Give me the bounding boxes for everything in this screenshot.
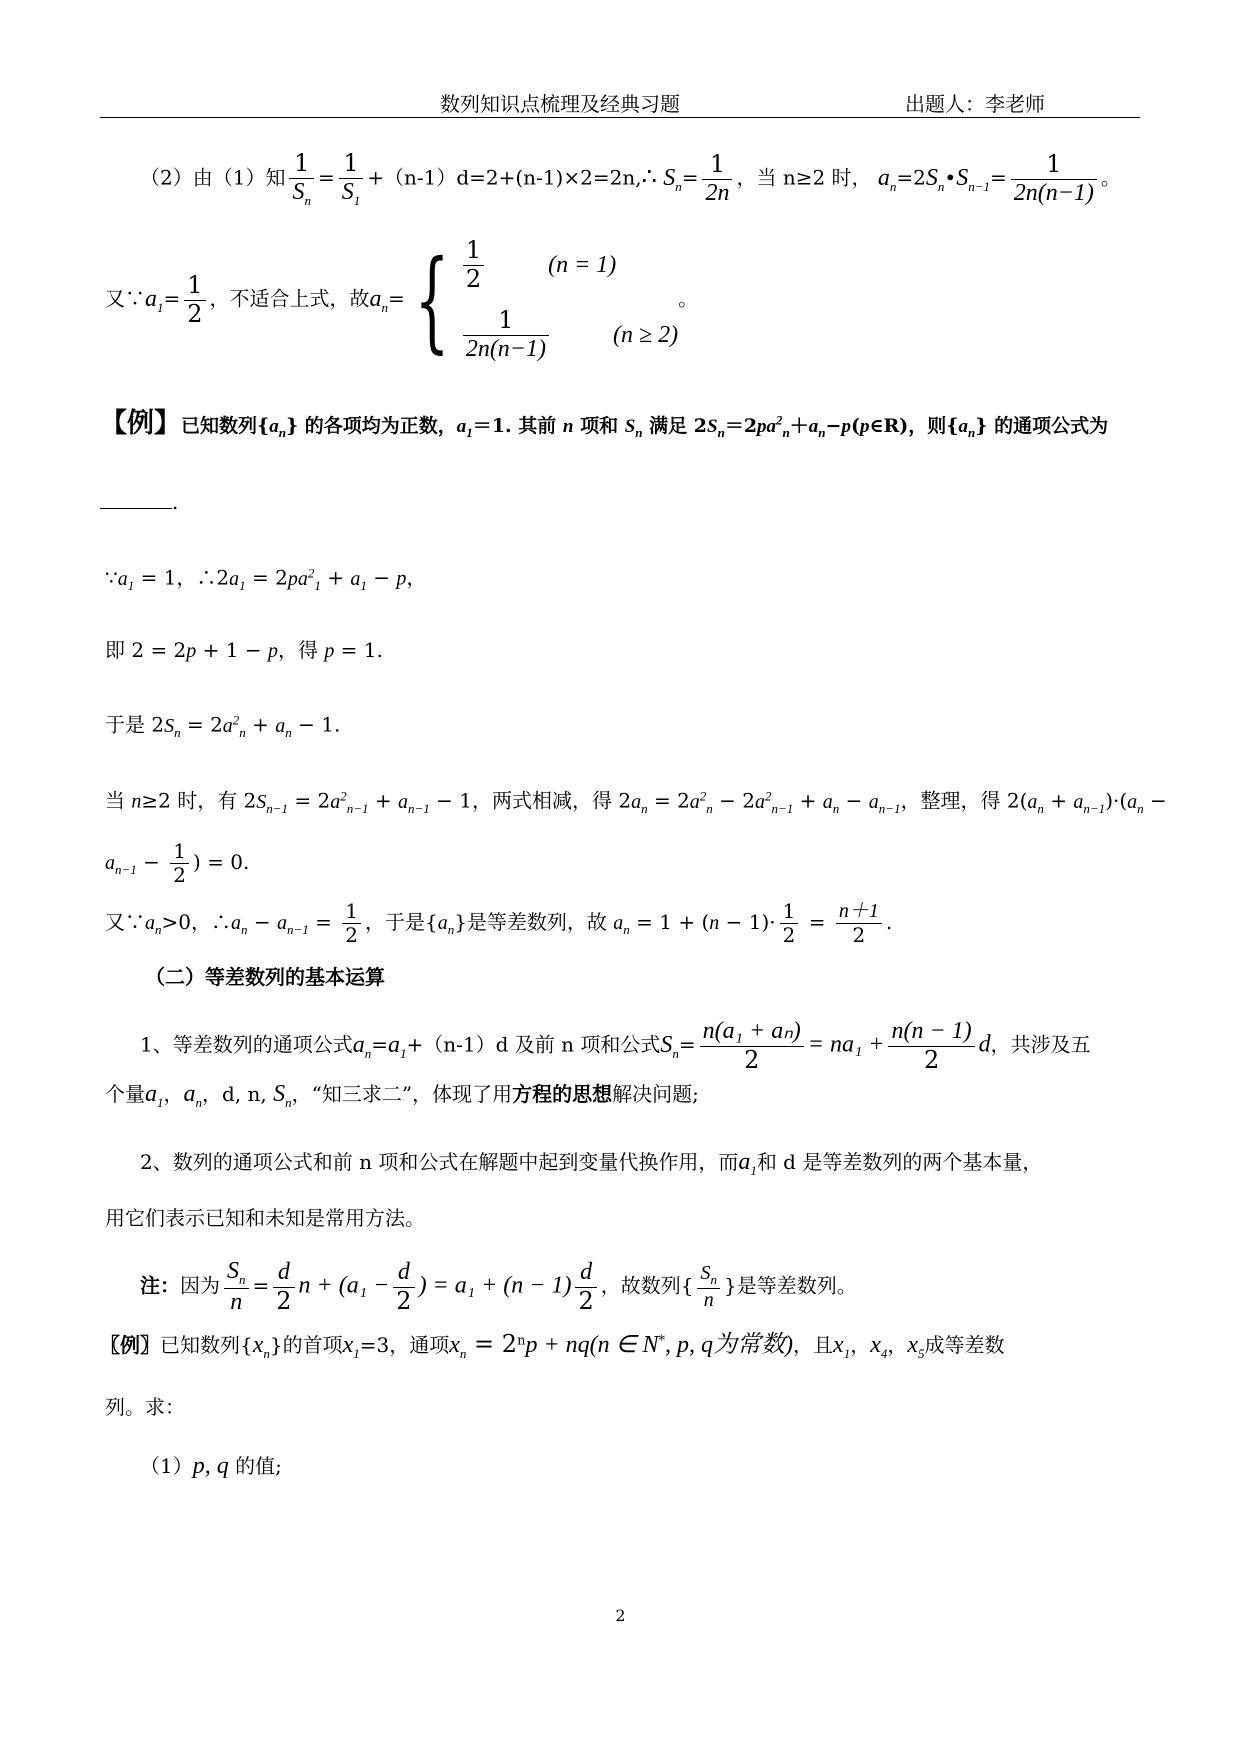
header-author: 出题人：李老师 <box>905 92 1045 116</box>
solution-line-1: $\because a_1 = 1$，$\therefore 2a_1 = 2pa^2_1 + a_1 - p$， <box>105 565 427 593</box>
header-title: 数列知识点梳理及经典习题 <box>440 92 680 116</box>
left-brace: { <box>414 236 450 364</box>
section-heading: （二）等差数列的基本运算 <box>145 965 385 989</box>
answer-blank: . <box>100 490 178 514</box>
solution-line-4: 当 n≥2 时，有 $2S_{n-1} = 2a^2_{n-1} + a_{n-1} - 1$，两式相减，得 $2a_n = 2a^2_n - 2a^2_{n-1} + a_n - a_{n-1}$，整理，得 $2(a_n + a_{n-1})\cdot(a_n$ − <box>105 788 1167 816</box>
fraction: $\frac{S_n}{n}$ <box>697 1262 720 1312</box>
example2-statement-cont: 列。求： <box>105 1395 185 1419</box>
section2-paragraph-1-cont: 个量$a_1$，$a_n$，d, n, $S_n$，“知三求二”，体现了用方程的思想解决问题; <box>105 1081 699 1110</box>
fraction: $\frac{d}{2}$ <box>273 1259 294 1315</box>
solution-line-2: 即 2 = 2p + 1 − p，得 p = 1. <box>105 638 383 662</box>
fraction: $\frac{n+1}{2}$ <box>836 900 882 947</box>
example2-statement: 〖例〗已知数列$\{x_n\}$的首项$x_1=3$，通项$x_n = 2^np + nq(n$ ∈ N*, p, q为常数)，且$x_1$，$x_4$，$x_5$成等差数 <box>100 1330 1005 1361</box>
question-1: （1）p, q 的值; <box>140 1453 282 1479</box>
fraction: $\frac{1}{2}$ <box>170 840 189 887</box>
fraction: $\frac{\text{n(a₁ + aₙ)}}{2}$ <box>700 1018 804 1074</box>
section2-paragraph-2-cont: 用它们表示已知和未知是常用方法。 <box>105 1206 425 1230</box>
fraction: $\frac{1}{2n(n-1)}$ <box>1011 151 1097 207</box>
fraction: $\frac{1}{2n}$ <box>702 151 732 207</box>
section2-paragraph-1: 1、等差数列的通项公式$a_n=a_1+(n-1)d$ 及前 n 项和公式$S_n=$ $\frac{\text{n(a₁ + aₙ)}}{2}$ = na₁ + $\frac{n(n - 1)}{2}$ d，共涉及五 <box>140 1018 1091 1074</box>
fraction: $\frac{d}{2}$ <box>393 1259 414 1315</box>
paragraph-piecewise: 又$\because a_1=$ $\frac{1}{2}$ ，不适合上式，故$a_n=${ $\frac{1}{2}$ (n = 1) $\frac{1}{2n(n-1)}$ (n ≥ 2) 。 <box>105 230 698 370</box>
paragraph-part2: （2）由（1）知 $\frac{1}{S_n}$ = $\frac{1}{S_1}$ +（n-1）d=2+(n-1)×2=2n,∴ $S_n=$ $\frac{1}{2n}$ ，当 n≥2 时， $a_n=2S_n•S_{n-1}=$ $\frac{1}{2n(n-1)}$ 。 <box>140 149 1121 208</box>
fraction: $\frac{1}{S_1}$ <box>339 150 364 208</box>
fraction: $\frac{d}{2}$ <box>575 1259 596 1315</box>
solution-line-5: $a_{n-1}$ − $\frac{1}{2}$ ) = 0. <box>105 839 250 887</box>
example1-statement: 【例】已知数列$\{a_n\}$ 的各项均为正数，$a_1=1$. 其前 n 项和 $S_n$ 满足 $2S_n=2pa^2_n+a_n-p(p\in R)$，则$\{a_n\}$ 的通项公式为 <box>100 408 1109 440</box>
piecewise-cases: $\frac{1}{2}$ (n = 1) $\frac{1}{2n(n-1)}$ (n ≥ 2) <box>459 230 678 370</box>
fraction: $\frac{1}{2}$ <box>780 900 799 947</box>
fraction: $\frac{1}{2}$ <box>184 272 205 328</box>
note: 注：因为 $\frac{S_n}{n}$ = $\frac{d}{2}$ n + (a₁ − $\frac{d}{2}$ ) = a₁ + (n − 1) $\frac{d}{2}$ ，故数列{ $\frac{S_n}{n}$ }是等差数列。 <box>140 1258 857 1315</box>
section2-paragraph-2: 2、数列的通项公式和前 n 项和公式在解题中起到变量代换作用，而$a_1$和 d 是等差数列的两个基本量， <box>140 1149 1043 1178</box>
page-number: 2 <box>615 1606 626 1625</box>
fraction: $\frac{n(n - 1)}{2}$ <box>888 1018 974 1074</box>
fraction: $\frac{1}{S_n}$ <box>289 150 314 208</box>
solution-line-6: 又$\because a_n>0$，$\therefore a_n - a_{n-1}$ = $\frac{1}{2}$ ，于是$\{a_n\}$是等差数列，故 $a_n = 1 + (n - 1)\cdot$ $\frac{1}{2}$ = $\frac{n+1}{2}$ . <box>105 899 893 947</box>
header-rule <box>100 117 1140 118</box>
fraction: $\frac{S_n}{n}$ <box>224 1258 249 1316</box>
fraction: $\frac{1}{2}$ <box>342 900 361 947</box>
solution-line-3: 于是 $2S_n = 2a^2_n + a_n - 1$. <box>105 712 341 740</box>
